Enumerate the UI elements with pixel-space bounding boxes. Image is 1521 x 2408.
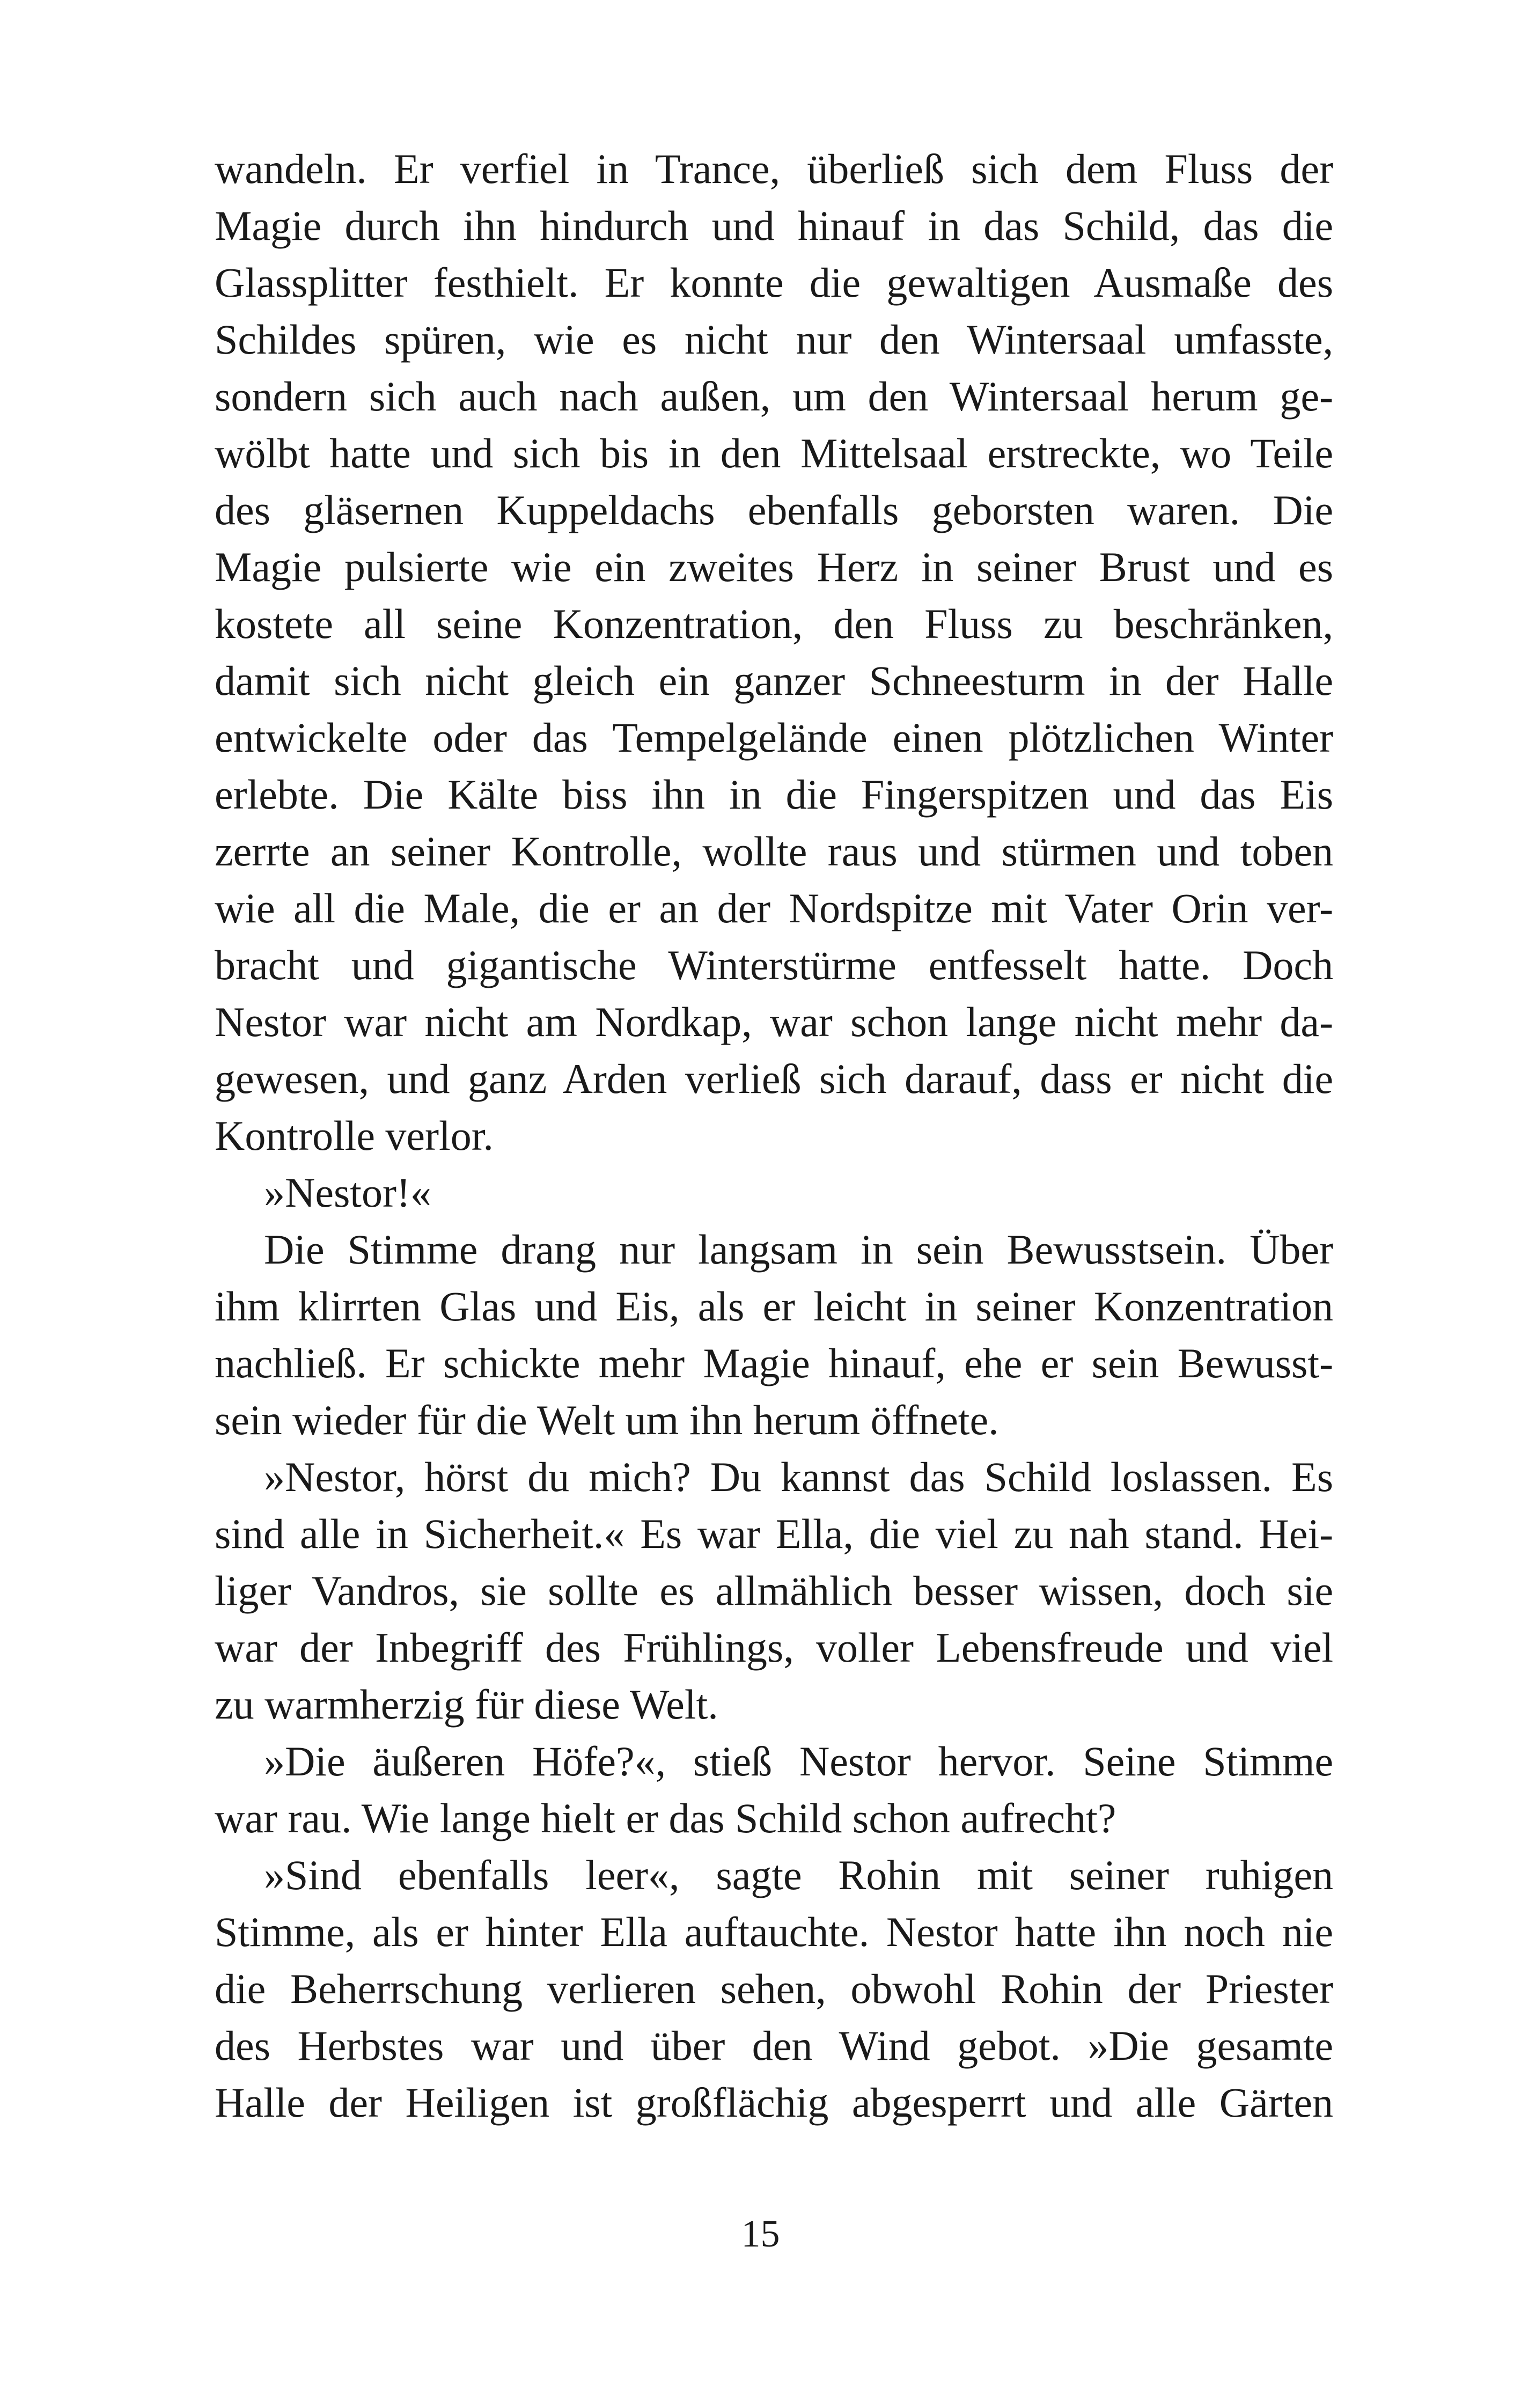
text-line: Schildes spüren, wie es nicht nur den Wintersaal umfasste, [215, 316, 1333, 363]
text-line: ihm klirrten Glas und Eis, als er leicht in seiner Konzentration [215, 1283, 1333, 1330]
text-line: war der Inbegriff des Frühlings, voller Lebensfreude und viel [215, 1624, 1333, 1671]
text-line: zu warmherzig für diese Welt. [215, 1681, 718, 1728]
text-line: Magie durch ihn hindurch und hinauf in das Schild, das die [215, 202, 1333, 249]
text-line: »Nestor!« [264, 1169, 431, 1216]
text-line: sondern sich auch nach außen, um den Wintersaal herum ge- [215, 373, 1333, 420]
text-line: des Herbstes war und über den Wind gebot. »Die gesamte [215, 2022, 1333, 2069]
text-line: gewesen, und ganz Arden verließ sich darauf, dass er nicht die [215, 1055, 1333, 1102]
body-text [215, 141, 1333, 2131]
text-line: war rau. Wie lange hielt er das Schild schon aufrecht? [215, 1795, 1116, 1841]
text-line: Halle der Heiligen ist großflächig abgesperrt und alle Gärten [215, 2079, 1333, 2126]
text-line: erlebte. Die Kälte biss ihn in die Fingerspitzen und das Eis [215, 771, 1333, 818]
text-line: kostete all seine Konzentration, den Fluss zu beschränken, [215, 600, 1333, 647]
text-line: wie all die Male, die er an der Nordspitze mit Vater Orin ver- [215, 885, 1333, 931]
text-line: sein wieder für die Welt um ihn herum öffnete. [215, 1397, 999, 1443]
text-line: sind alle in Sicherheit.« Es war Ella, die viel zu nah stand. Hei- [215, 1510, 1333, 1557]
text-line: Nestor war nicht am Nordkap, war schon lange nicht mehr da- [215, 999, 1333, 1045]
text-line: die Beherrschung verlieren sehen, obwohl Rohin der Priester [215, 1965, 1333, 2012]
text-line: »Die äußeren Höfe?«, stieß Nestor hervor. Seine Stimme [264, 1738, 1333, 1785]
text-line: wandeln. Er verfiel in Trance, überließ sich dem Fluss der [215, 145, 1333, 192]
text-line: bracht und gigantische Winterstürme entfesselt hatte. Doch [215, 942, 1333, 988]
text-line: Kontrolle verlor. [215, 1112, 494, 1159]
text-line: des gläsernen Kuppeldachs ebenfalls geborsten waren. Die [215, 487, 1333, 533]
page-number: 15 [741, 2212, 780, 2255]
text-line: Magie pulsierte wie ein zweites Herz in seiner Brust und es [215, 544, 1333, 590]
text-line: wölbt hatte und sich bis in den Mittelsaal erstreckte, wo Teile [215, 430, 1333, 476]
text-line: Die Stimme drang nur langsam in sein Bewusstsein. Über [264, 1226, 1333, 1273]
text-line: »Sind ebenfalls leer«, sagte Rohin mit seiner ruhigen [264, 1852, 1333, 1898]
text-line: liger Vandros, sie sollte es allmählich besser wissen, doch sie [215, 1567, 1333, 1614]
text-line: Stimme, als er hinter Ella auftauchte. Nestor hatte ihn noch nie [215, 1908, 1333, 1955]
text-line: entwickelte oder das Tempelgelände einen plötzlichen Winter [215, 714, 1333, 761]
text-line: Glassplitter festhielt. Er konnte die gewaltigen Ausmaße des [215, 259, 1333, 306]
text-line: »Nestor, hörst du mich? Du kannst das Schild loslassen. Es [264, 1453, 1333, 1500]
text-line: zerrte an seiner Kontrolle, wollte raus und stürmen und toben [215, 828, 1333, 875]
text-line: nachließ. Er schickte mehr Magie hinauf, ehe er sein Bewusst- [215, 1340, 1333, 1386]
text-line: damit sich nicht gleich ein ganzer Schneesturm in der Halle [215, 657, 1333, 704]
